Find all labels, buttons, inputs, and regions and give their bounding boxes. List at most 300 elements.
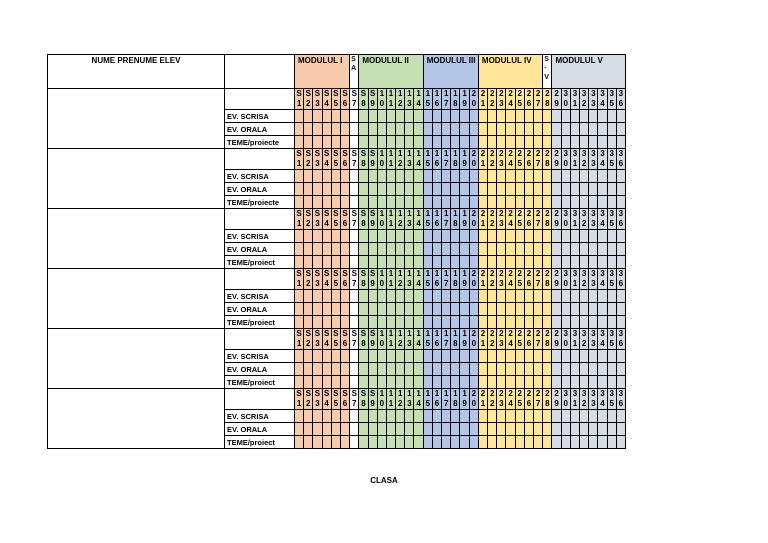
grade-cell[interactable] [515, 350, 524, 363]
grade-cell[interactable] [534, 243, 543, 256]
grade-cell[interactable] [460, 303, 469, 316]
grade-cell[interactable] [534, 436, 543, 449]
grade-cell[interactable] [442, 410, 451, 423]
grade-cell[interactable] [515, 170, 524, 183]
grade-cell[interactable] [478, 436, 487, 449]
grade-cell[interactable] [561, 316, 570, 329]
grade-cell[interactable] [524, 350, 533, 363]
grade-cell[interactable] [488, 256, 497, 269]
grade-cell[interactable] [543, 303, 552, 316]
student-name-cell[interactable] [48, 329, 225, 389]
grade-cell[interactable] [469, 376, 478, 389]
grade-cell[interactable] [432, 363, 441, 376]
grade-cell[interactable] [432, 170, 441, 183]
grade-cell[interactable] [607, 243, 616, 256]
grade-cell[interactable] [295, 243, 304, 256]
grade-cell[interactable] [497, 363, 506, 376]
grade-cell[interactable] [616, 376, 625, 389]
grade-cell[interactable] [368, 363, 377, 376]
grade-cell[interactable] [295, 123, 304, 136]
grade-cell[interactable] [423, 256, 432, 269]
grade-cell[interactable] [580, 376, 589, 389]
grade-cell[interactable] [322, 350, 331, 363]
grade-cell[interactable] [396, 436, 405, 449]
grade-cell[interactable] [313, 423, 322, 436]
grade-cell[interactable] [432, 410, 441, 423]
grade-cell[interactable] [570, 123, 579, 136]
grade-cell[interactable] [589, 363, 598, 376]
grade-cell[interactable] [616, 350, 625, 363]
grade-cell[interactable] [350, 123, 359, 136]
grade-cell[interactable] [423, 423, 432, 436]
grade-cell[interactable] [598, 230, 607, 243]
grade-cell[interactable] [598, 256, 607, 269]
grade-cell[interactable] [313, 136, 322, 149]
grade-cell[interactable] [331, 423, 340, 436]
grade-cell[interactable] [396, 290, 405, 303]
grade-cell[interactable] [295, 316, 304, 329]
grade-cell[interactable] [423, 110, 432, 123]
grade-cell[interactable] [350, 183, 359, 196]
grade-cell[interactable] [350, 110, 359, 123]
grade-cell[interactable] [497, 170, 506, 183]
grade-cell[interactable] [506, 410, 515, 423]
grade-cell[interactable] [451, 230, 460, 243]
grade-cell[interactable] [359, 196, 368, 209]
grade-cell[interactable] [331, 243, 340, 256]
grade-cell[interactable] [350, 230, 359, 243]
grade-cell[interactable] [607, 183, 616, 196]
grade-cell[interactable] [396, 350, 405, 363]
grade-cell[interactable] [460, 196, 469, 209]
grade-cell[interactable] [350, 303, 359, 316]
grade-cell[interactable] [359, 230, 368, 243]
grade-cell[interactable] [451, 350, 460, 363]
grade-cell[interactable] [377, 196, 386, 209]
grade-cell[interactable] [359, 170, 368, 183]
grade-cell[interactable] [423, 230, 432, 243]
grade-cell[interactable] [616, 136, 625, 149]
grade-cell[interactable] [534, 363, 543, 376]
grade-cell[interactable] [442, 196, 451, 209]
grade-cell[interactable] [570, 196, 579, 209]
grade-cell[interactable] [368, 290, 377, 303]
grade-cell[interactable] [350, 376, 359, 389]
grade-cell[interactable] [432, 110, 441, 123]
grade-cell[interactable] [340, 110, 349, 123]
grade-cell[interactable] [589, 170, 598, 183]
grade-cell[interactable] [396, 303, 405, 316]
grade-cell[interactable] [460, 110, 469, 123]
grade-cell[interactable] [295, 256, 304, 269]
grade-cell[interactable] [386, 230, 395, 243]
grade-cell[interactable] [580, 316, 589, 329]
grade-cell[interactable] [368, 423, 377, 436]
grade-cell[interactable] [469, 110, 478, 123]
grade-cell[interactable] [386, 136, 395, 149]
grade-cell[interactable] [589, 136, 598, 149]
grade-cell[interactable] [322, 290, 331, 303]
grade-cell[interactable] [552, 316, 561, 329]
grade-cell[interactable] [432, 423, 441, 436]
grade-cell[interactable] [543, 196, 552, 209]
grade-cell[interactable] [524, 243, 533, 256]
grade-cell[interactable] [340, 376, 349, 389]
grade-cell[interactable] [543, 423, 552, 436]
grade-cell[interactable] [451, 363, 460, 376]
grade-cell[interactable] [423, 316, 432, 329]
grade-cell[interactable] [506, 256, 515, 269]
grade-cell[interactable] [543, 183, 552, 196]
grade-cell[interactable] [414, 110, 423, 123]
grade-cell[interactable] [350, 290, 359, 303]
grade-cell[interactable] [598, 363, 607, 376]
grade-cell[interactable] [405, 423, 414, 436]
grade-cell[interactable] [515, 290, 524, 303]
grade-cell[interactable] [442, 230, 451, 243]
grade-cell[interactable] [377, 256, 386, 269]
grade-cell[interactable] [506, 243, 515, 256]
grade-cell[interactable] [570, 363, 579, 376]
grade-cell[interactable] [460, 256, 469, 269]
grade-cell[interactable] [552, 363, 561, 376]
grade-cell[interactable] [414, 410, 423, 423]
grade-cell[interactable] [331, 376, 340, 389]
grade-cell[interactable] [616, 436, 625, 449]
grade-cell[interactable] [497, 123, 506, 136]
grade-cell[interactable] [524, 436, 533, 449]
grade-cell[interactable] [589, 230, 598, 243]
grade-cell[interactable] [570, 170, 579, 183]
grade-cell[interactable] [386, 363, 395, 376]
grade-cell[interactable] [561, 363, 570, 376]
grade-cell[interactable] [561, 183, 570, 196]
grade-cell[interactable] [322, 436, 331, 449]
grade-cell[interactable] [432, 183, 441, 196]
grade-cell[interactable] [396, 316, 405, 329]
grade-cell[interactable] [322, 376, 331, 389]
grade-cell[interactable] [488, 410, 497, 423]
grade-cell[interactable] [340, 363, 349, 376]
grade-cell[interactable] [607, 230, 616, 243]
grade-cell[interactable] [313, 230, 322, 243]
grade-cell[interactable] [432, 316, 441, 329]
grade-cell[interactable] [322, 363, 331, 376]
grade-cell[interactable] [534, 110, 543, 123]
grade-cell[interactable] [506, 363, 515, 376]
grade-cell[interactable] [359, 256, 368, 269]
grade-cell[interactable] [515, 410, 524, 423]
grade-cell[interactable] [506, 350, 515, 363]
grade-cell[interactable] [506, 290, 515, 303]
grade-cell[interactable] [377, 316, 386, 329]
grade-cell[interactable] [442, 363, 451, 376]
grade-cell[interactable] [543, 230, 552, 243]
grade-cell[interactable] [497, 316, 506, 329]
grade-cell[interactable] [331, 363, 340, 376]
grade-cell[interactable] [396, 230, 405, 243]
grade-cell[interactable] [451, 376, 460, 389]
grade-cell[interactable] [340, 303, 349, 316]
grade-cell[interactable] [295, 136, 304, 149]
grade-cell[interactable] [304, 350, 313, 363]
grade-cell[interactable] [442, 256, 451, 269]
grade-cell[interactable] [580, 196, 589, 209]
grade-cell[interactable] [478, 290, 487, 303]
grade-cell[interactable] [340, 136, 349, 149]
grade-cell[interactable] [497, 423, 506, 436]
grade-cell[interactable] [506, 183, 515, 196]
grade-cell[interactable] [580, 136, 589, 149]
grade-cell[interactable] [405, 110, 414, 123]
grade-cell[interactable] [304, 410, 313, 423]
grade-cell[interactable] [469, 290, 478, 303]
grade-cell[interactable] [497, 183, 506, 196]
grade-cell[interactable] [331, 256, 340, 269]
grade-cell[interactable] [607, 136, 616, 149]
grade-cell[interactable] [469, 123, 478, 136]
grade-cell[interactable] [304, 363, 313, 376]
grade-cell[interactable] [377, 183, 386, 196]
grade-cell[interactable] [460, 136, 469, 149]
grade-cell[interactable] [359, 316, 368, 329]
grade-cell[interactable] [331, 196, 340, 209]
grade-cell[interactable] [423, 290, 432, 303]
grade-cell[interactable] [340, 410, 349, 423]
grade-cell[interactable] [589, 243, 598, 256]
grade-cell[interactable] [442, 376, 451, 389]
grade-cell[interactable] [580, 256, 589, 269]
grade-cell[interactable] [616, 303, 625, 316]
grade-cell[interactable] [561, 136, 570, 149]
grade-cell[interactable] [451, 170, 460, 183]
grade-cell[interactable] [524, 363, 533, 376]
grade-cell[interactable] [478, 256, 487, 269]
grade-cell[interactable] [442, 123, 451, 136]
grade-cell[interactable] [377, 123, 386, 136]
grade-cell[interactable] [396, 170, 405, 183]
grade-cell[interactable] [359, 410, 368, 423]
grade-cell[interactable] [561, 436, 570, 449]
grade-cell[interactable] [506, 136, 515, 149]
grade-cell[interactable] [295, 110, 304, 123]
grade-cell[interactable] [432, 243, 441, 256]
grade-cell[interactable] [340, 196, 349, 209]
grade-cell[interactable] [451, 243, 460, 256]
grade-cell[interactable] [331, 183, 340, 196]
grade-cell[interactable] [405, 230, 414, 243]
grade-cell[interactable] [524, 316, 533, 329]
grade-cell[interactable] [442, 170, 451, 183]
grade-cell[interactable] [377, 410, 386, 423]
grade-cell[interactable] [515, 423, 524, 436]
grade-cell[interactable] [469, 350, 478, 363]
grade-cell[interactable] [598, 410, 607, 423]
grade-cell[interactable] [488, 183, 497, 196]
grade-cell[interactable] [405, 410, 414, 423]
grade-cell[interactable] [607, 423, 616, 436]
grade-cell[interactable] [460, 350, 469, 363]
grade-cell[interactable] [543, 316, 552, 329]
grade-cell[interactable] [616, 196, 625, 209]
grade-cell[interactable] [580, 290, 589, 303]
grade-cell[interactable] [405, 243, 414, 256]
grade-cell[interactable] [543, 410, 552, 423]
grade-cell[interactable] [405, 290, 414, 303]
grade-cell[interactable] [570, 436, 579, 449]
grade-cell[interactable] [313, 303, 322, 316]
grade-cell[interactable] [589, 436, 598, 449]
student-name-cell[interactable] [48, 389, 225, 449]
grade-cell[interactable] [561, 243, 570, 256]
grade-cell[interactable] [561, 303, 570, 316]
grade-cell[interactable] [580, 410, 589, 423]
grade-cell[interactable] [396, 243, 405, 256]
grade-cell[interactable] [598, 243, 607, 256]
grade-cell[interactable] [580, 350, 589, 363]
student-name-cell[interactable] [48, 209, 225, 269]
grade-cell[interactable] [386, 410, 395, 423]
grade-cell[interactable] [451, 303, 460, 316]
grade-cell[interactable] [598, 436, 607, 449]
grade-cell[interactable] [616, 110, 625, 123]
grade-cell[interactable] [478, 136, 487, 149]
grade-cell[interactable] [589, 423, 598, 436]
grade-cell[interactable] [552, 436, 561, 449]
grade-cell[interactable] [350, 196, 359, 209]
grade-cell[interactable] [359, 423, 368, 436]
grade-cell[interactable] [396, 196, 405, 209]
grade-cell[interactable] [515, 303, 524, 316]
grade-cell[interactable] [377, 230, 386, 243]
grade-cell[interactable] [543, 243, 552, 256]
grade-cell[interactable] [580, 243, 589, 256]
grade-cell[interactable] [534, 316, 543, 329]
grade-cell[interactable] [313, 436, 322, 449]
grade-cell[interactable] [607, 410, 616, 423]
grade-cell[interactable] [616, 170, 625, 183]
grade-cell[interactable] [423, 123, 432, 136]
grade-cell[interactable] [340, 316, 349, 329]
grade-cell[interactable] [442, 316, 451, 329]
grade-cell[interactable] [451, 316, 460, 329]
grade-cell[interactable] [570, 256, 579, 269]
grade-cell[interactable] [396, 123, 405, 136]
grade-cell[interactable] [607, 376, 616, 389]
grade-cell[interactable] [414, 123, 423, 136]
grade-cell[interactable] [414, 423, 423, 436]
grade-cell[interactable] [313, 170, 322, 183]
grade-cell[interactable] [616, 423, 625, 436]
grade-cell[interactable] [543, 123, 552, 136]
grade-cell[interactable] [350, 350, 359, 363]
grade-cell[interactable] [442, 423, 451, 436]
grade-cell[interactable] [488, 423, 497, 436]
grade-cell[interactable] [488, 316, 497, 329]
grade-cell[interactable] [414, 316, 423, 329]
grade-cell[interactable] [359, 243, 368, 256]
grade-cell[interactable] [322, 136, 331, 149]
grade-cell[interactable] [469, 436, 478, 449]
grade-cell[interactable] [313, 256, 322, 269]
grade-cell[interactable] [423, 136, 432, 149]
grade-cell[interactable] [607, 256, 616, 269]
grade-cell[interactable] [432, 123, 441, 136]
grade-cell[interactable] [313, 316, 322, 329]
grade-cell[interactable] [607, 123, 616, 136]
grade-cell[interactable] [580, 303, 589, 316]
grade-cell[interactable] [442, 290, 451, 303]
grade-cell[interactable] [423, 196, 432, 209]
grade-cell[interactable] [340, 350, 349, 363]
grade-cell[interactable] [322, 410, 331, 423]
grade-cell[interactable] [506, 376, 515, 389]
grade-cell[interactable] [359, 123, 368, 136]
grade-cell[interactable] [396, 423, 405, 436]
grade-cell[interactable] [469, 230, 478, 243]
grade-cell[interactable] [589, 290, 598, 303]
grade-cell[interactable] [322, 256, 331, 269]
grade-cell[interactable] [396, 363, 405, 376]
grade-cell[interactable] [607, 436, 616, 449]
grade-cell[interactable] [616, 410, 625, 423]
grade-cell[interactable] [515, 196, 524, 209]
grade-cell[interactable] [488, 436, 497, 449]
grade-cell[interactable] [534, 376, 543, 389]
grade-cell[interactable] [534, 290, 543, 303]
grade-cell[interactable] [469, 136, 478, 149]
grade-cell[interactable] [405, 136, 414, 149]
grade-cell[interactable] [552, 123, 561, 136]
grade-cell[interactable] [524, 376, 533, 389]
grade-cell[interactable] [561, 110, 570, 123]
grade-cell[interactable] [506, 316, 515, 329]
grade-cell[interactable] [497, 290, 506, 303]
grade-cell[interactable] [488, 170, 497, 183]
grade-cell[interactable] [359, 183, 368, 196]
grade-cell[interactable] [488, 196, 497, 209]
grade-cell[interactable] [598, 290, 607, 303]
grade-cell[interactable] [350, 243, 359, 256]
grade-cell[interactable] [534, 170, 543, 183]
grade-cell[interactable] [414, 183, 423, 196]
grade-cell[interactable] [423, 183, 432, 196]
grade-cell[interactable] [580, 423, 589, 436]
grade-cell[interactable] [552, 170, 561, 183]
grade-cell[interactable] [488, 303, 497, 316]
grade-cell[interactable] [515, 376, 524, 389]
grade-cell[interactable] [478, 363, 487, 376]
grade-cell[interactable] [478, 243, 487, 256]
grade-cell[interactable] [570, 423, 579, 436]
grade-cell[interactable] [304, 183, 313, 196]
grade-cell[interactable] [515, 316, 524, 329]
grade-cell[interactable] [386, 376, 395, 389]
grade-cell[interactable] [469, 316, 478, 329]
grade-cell[interactable] [423, 376, 432, 389]
grade-cell[interactable] [304, 303, 313, 316]
grade-cell[interactable] [561, 230, 570, 243]
grade-cell[interactable] [414, 350, 423, 363]
grade-cell[interactable] [589, 410, 598, 423]
grade-cell[interactable] [469, 303, 478, 316]
grade-cell[interactable] [561, 350, 570, 363]
grade-cell[interactable] [368, 376, 377, 389]
grade-cell[interactable] [386, 303, 395, 316]
grade-cell[interactable] [313, 123, 322, 136]
grade-cell[interactable] [432, 196, 441, 209]
grade-cell[interactable] [331, 410, 340, 423]
